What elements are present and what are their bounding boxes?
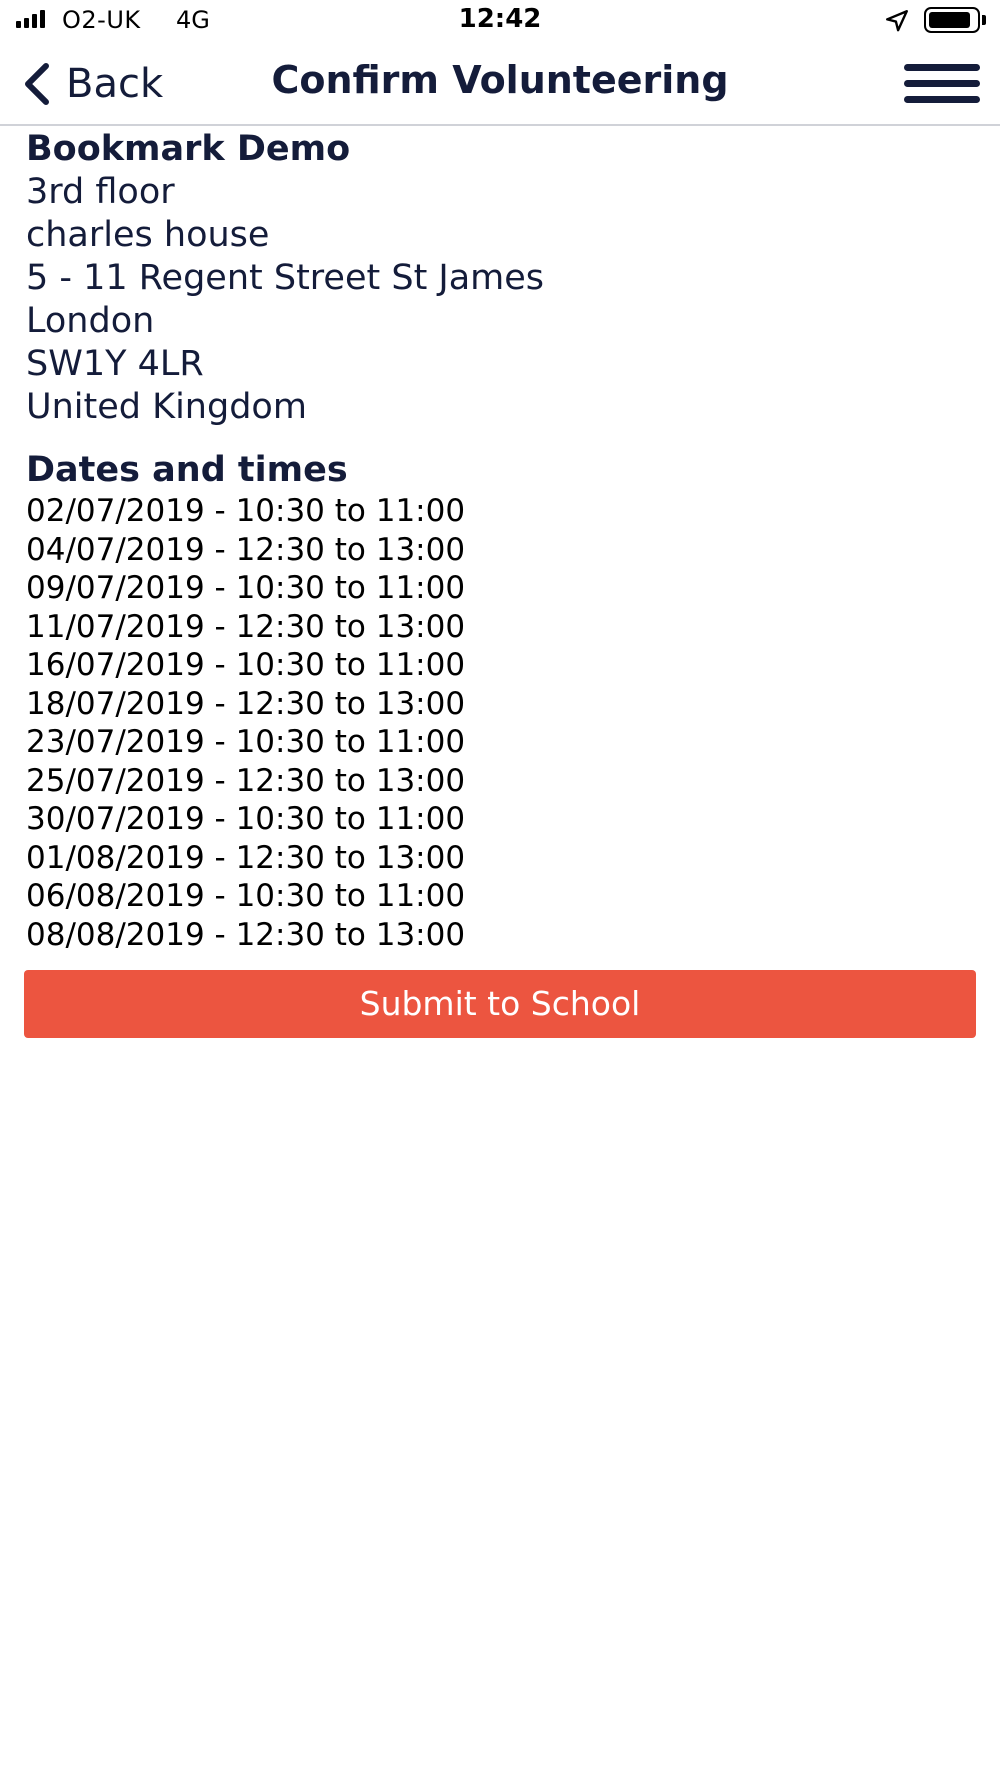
date-time-item: 06/08/2019 - 10:30 to 11:00 xyxy=(26,878,466,914)
carrier-name: O2-UK xyxy=(62,6,141,34)
date-time-item: 04/07/2019 - 12:30 to 13:00 xyxy=(26,531,466,568)
date-time-item: 08/08/2019 - 12:30 to 13:00 xyxy=(26,916,466,953)
back-label: Back xyxy=(66,61,164,107)
address-line: 3rd floor xyxy=(26,172,175,212)
venue-address xyxy=(26,171,976,429)
page-title: Confirm Volunteering xyxy=(271,58,729,102)
hamburger-menu-icon[interactable] xyxy=(904,62,980,106)
date-time-item: 11/07/2019 - 12:30 to 13:00 xyxy=(26,608,466,645)
network-type: 4G xyxy=(176,6,210,34)
venue-name: Bookmark Demo xyxy=(26,129,351,169)
address-line: charles house xyxy=(26,215,270,255)
location-arrow-icon xyxy=(884,8,910,34)
address-line: SW1Y 4LR xyxy=(26,344,204,384)
dates-list xyxy=(26,492,976,954)
status-bar xyxy=(0,0,1000,42)
battery-icon xyxy=(924,7,980,33)
address-line: 5 - 11 Regent Street St James xyxy=(26,258,545,298)
confirmation-details xyxy=(26,128,976,954)
date-time-item: 16/07/2019 - 10:30 to 11:00 xyxy=(26,647,466,683)
address-line: London xyxy=(26,301,155,341)
navigation-bar xyxy=(0,42,1000,126)
date-time-item: 01/08/2019 - 12:30 to 13:00 xyxy=(26,839,466,876)
submit-to-school-button[interactable]: Submit to School xyxy=(24,970,976,1038)
date-time-item: 30/07/2019 - 10:30 to 11:00 xyxy=(26,801,466,837)
date-time-item: 09/07/2019 - 10:30 to 11:00 xyxy=(26,570,466,606)
battery-level xyxy=(929,12,970,28)
dates-heading: Dates and times xyxy=(26,450,348,490)
battery-tip xyxy=(982,15,986,25)
date-time-item: 02/07/2019 - 10:30 to 11:00 xyxy=(26,493,466,529)
date-time-item: 23/07/2019 - 10:30 to 11:00 xyxy=(26,724,466,760)
date-time-item: 18/07/2019 - 12:30 to 13:00 xyxy=(26,685,466,722)
date-time-item: 25/07/2019 - 12:30 to 13:00 xyxy=(26,762,466,799)
status-time: 12:42 xyxy=(458,4,542,34)
address-line: United Kingdom xyxy=(26,387,307,427)
